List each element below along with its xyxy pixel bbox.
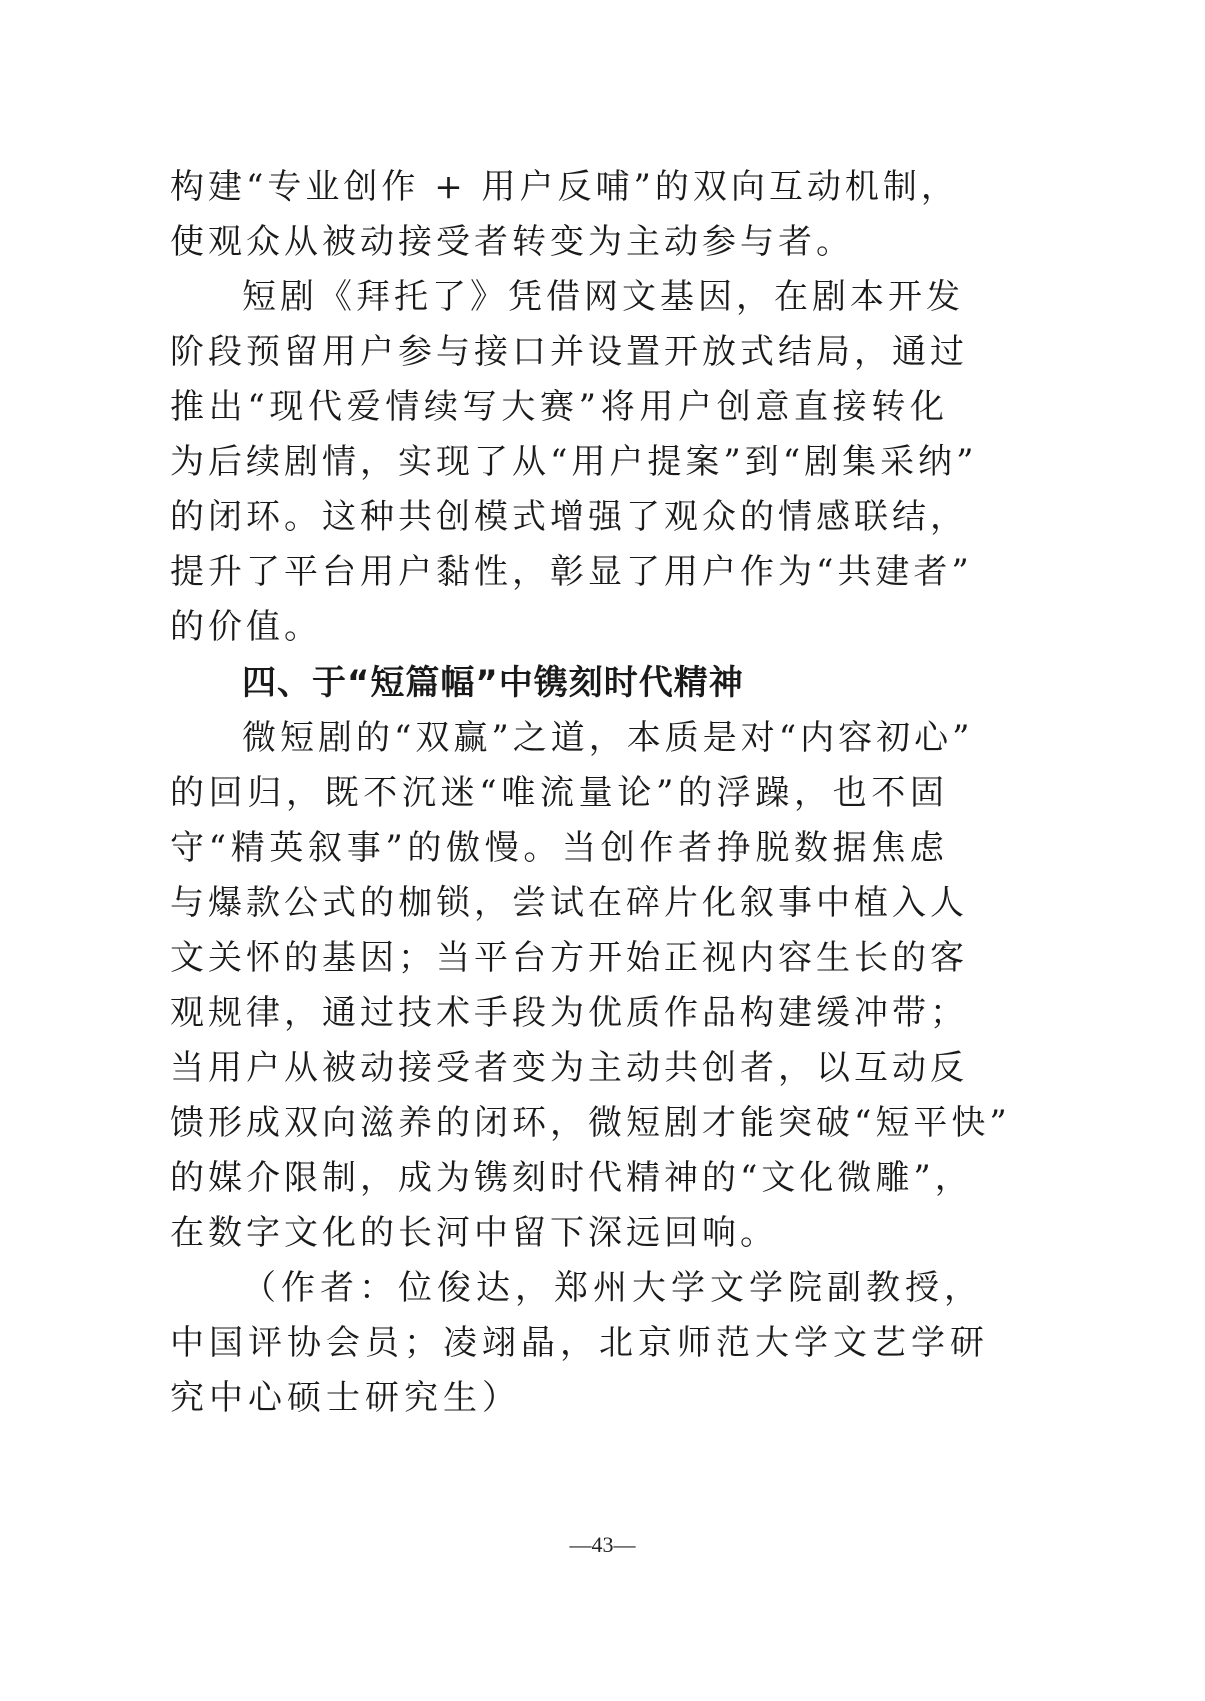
author-note — [170, 1261, 989, 1426]
section-heading: 四、于“短篇幅”中镌刻时代精神 — [242, 663, 744, 703]
text-line: 究中心硕士研究生） — [170, 1378, 521, 1418]
text-line: 的价值。 — [170, 607, 322, 647]
paragraph-3 — [170, 711, 1011, 1261]
article-page — [170, 160, 1011, 1426]
text-line: 构建“专业创作 + 用户反哺”的双向互动机制， — [170, 167, 959, 207]
page-number: —43— — [569, 1532, 636, 1557]
text-line: 当用户从被动接受者变为主动共创者，以互动反 — [170, 1048, 968, 1088]
text-line: 微短剧的“双赢”之道，本质是对“内容初心” — [242, 718, 974, 758]
paragraph-2 — [170, 270, 978, 655]
text-line: 的闭环。这种共创模式增强了观众的情感联结， — [170, 497, 968, 537]
text-line: 观规律，通过技术手段为优质作品构建缓冲带； — [170, 993, 968, 1033]
text-line: 为后续剧情，实现了从“用户提案”到“剧集采纳” — [170, 442, 978, 482]
text-line: 的回归，既不沉迷“唯流量论”的浮躁，也不固 — [170, 773, 948, 813]
text-line: （作者：位俊达，郑州大学文学院副教授， — [242, 1268, 983, 1308]
text-line: 中国评协会员；凌翊晶，北京师范大学文艺学研 — [170, 1323, 989, 1363]
text-line: 阶段预留用户参与接口并设置开放式结局，通过 — [170, 332, 968, 372]
paragraph-1 — [170, 160, 959, 270]
text-line: 在数字文化的长河中留下深远回响。 — [170, 1213, 778, 1253]
text-line: 使观众从被动接受者转变为主动参与者。 — [170, 222, 854, 262]
text-line: 与爆款公式的枷锁，尝试在碎片化叙事中植入人 — [170, 883, 968, 923]
text-line: 的媒介限制，成为镌刻时代精神的“文化微雕”， — [170, 1158, 973, 1198]
text-line: 短剧《拜托了》凭借网文基因，在剧本开发 — [242, 277, 964, 317]
text-line: 守“精英叙事”的傲慢。当创作者挣脱数据焦虑 — [170, 828, 948, 868]
text-line: 馈形成双向滋养的闭环，微短剧才能突破“短平快” — [170, 1103, 1011, 1143]
text-line: 提升了平台用户黏性，彰显了用户作为“共建者” — [170, 552, 973, 592]
text-line: 文关怀的基因；当平台方开始正视内容生长的客 — [170, 938, 968, 978]
text-line: 推出“现代爱情续写大赛”将用户创意直接转化 — [170, 387, 948, 427]
